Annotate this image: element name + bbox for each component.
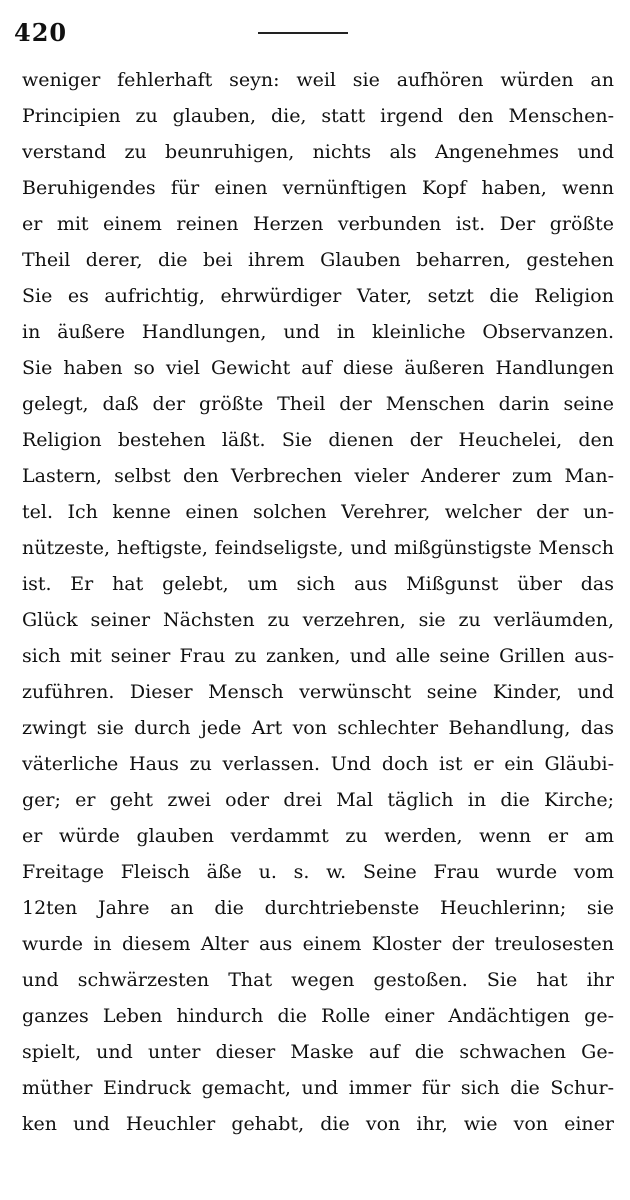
body-text <box>22 62 614 1142</box>
text-line: verstand zu beunruhigen, nichts als Angenehmes und <box>22 141 614 163</box>
text-line: Freitage Fleisch äße u. s. w. Seine Frau wurde vom <box>22 861 614 883</box>
text-line: zwingt sie durch jede Art von schlechter Behandlung, das <box>22 717 614 739</box>
text-line: ganzes Leben hindurch die Rolle einer Andächtigen ge- <box>22 1005 614 1027</box>
text-line: Sie haben so viel Gewicht auf diese äußeren Handlungen <box>22 357 614 379</box>
text-line: 12ten Jahre an die durchtriebenste Heuchlerinn; sie <box>22 897 614 919</box>
text-line: Glück seiner Nächsten zu verzehren, sie zu verläumden, <box>22 609 614 631</box>
page-number: 420 <box>14 18 68 47</box>
text-line: müther Eindruck gemacht, und immer für sich die Schur- <box>22 1077 614 1099</box>
text-line: ken und Heuchler gehabt, die von ihr, wie von einer <box>22 1113 614 1135</box>
text-line: tel. Ich kenne einen solchen Verehrer, welcher der un- <box>22 501 614 523</box>
header-rule <box>258 32 348 34</box>
text-line: ger; er geht zwei oder drei Mal täglich in die Kirche; <box>22 789 614 811</box>
text-line: gelegt, daß der größte Theil der Menschen darin seine <box>22 393 614 415</box>
text-line: spielt, und unter dieser Maske auf die schwachen Ge- <box>22 1041 614 1063</box>
text-line: väterliche Haus zu verlassen. Und doch ist er ein Gläubi- <box>22 753 614 775</box>
text-line: ist. Er hat gelebt, um sich aus Mißgunst über das <box>22 573 614 595</box>
text-line: er mit einem reinen Herzen verbunden ist. Der größte <box>22 213 614 235</box>
text-line: Principien zu glauben, die, statt irgend den Menschen- <box>22 105 614 127</box>
text-line: zuführen. Dieser Mensch verwünscht seine Kinder, und <box>22 681 614 703</box>
text-line: weniger fehlerhaft seyn: weil sie aufhören würden an <box>22 69 614 91</box>
text-line: er würde glauben verdammt zu werden, wenn er am <box>22 825 614 847</box>
text-line: wurde in diesem Alter aus einem Kloster der treulosesten <box>22 933 614 955</box>
text-line: Beruhigendes für einen vernünftigen Kopf haben, wenn <box>22 177 614 199</box>
text-line: nützeste, heftigste, feindseligste, und mißgünstigste Mensch <box>22 537 614 559</box>
text-line: Sie es aufrichtig, ehrwürdiger Vater, setzt die Religion <box>22 285 614 307</box>
text-line: Theil derer, die bei ihrem Glauben beharren, gestehen <box>22 249 614 271</box>
text-line: Religion bestehen läßt. Sie dienen der Heuchelei, den <box>22 429 614 451</box>
text-line: Lastern, selbst den Verbrechen vieler Anderer zum Man- <box>22 465 614 487</box>
text-line: und schwärzesten That wegen gestoßen. Sie hat ihr <box>22 969 614 991</box>
text-line: in äußere Handlungen, und in kleinliche Observanzen. <box>22 321 614 343</box>
text-line: sich mit seiner Frau zu zanken, und alle seine Grillen aus- <box>22 645 614 667</box>
